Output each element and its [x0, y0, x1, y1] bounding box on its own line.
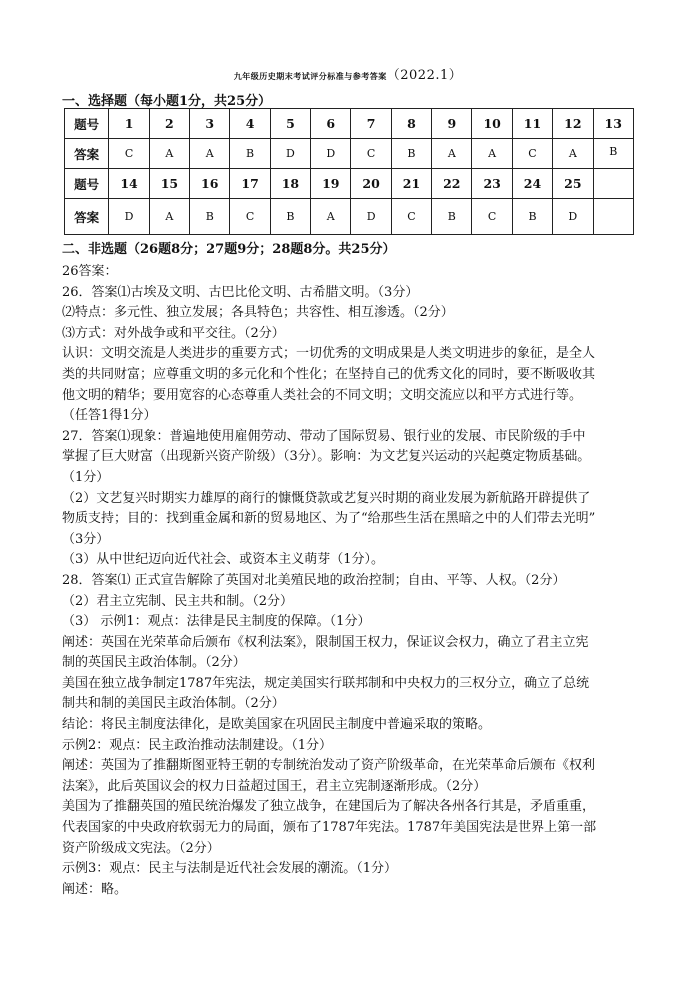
answer-cell: A [553, 139, 593, 169]
text-line: 26答案： [62, 264, 118, 279]
question-number: 15 [149, 169, 189, 199]
section-1-heading: 一、选择题（每小题1分，共25分） [62, 94, 272, 109]
question-number: 2 [149, 109, 189, 139]
question-number: 23 [472, 169, 512, 199]
text-line: （2）文艺复兴时期实力雄厚的商行的慷慨贷款或艺复兴时期的商业发展为新航路开辟提供了 [62, 490, 591, 506]
question-number: 6 [311, 109, 351, 139]
text-line: ⑶方式：对外战争或和平交往。（2分） [62, 325, 285, 341]
text-line: （2）君主立宪制、民主共和制。（2分） [62, 593, 294, 609]
table-row-answers-1 [65, 139, 634, 169]
answer-cell: C [230, 199, 270, 235]
table-row-answers-2 [65, 199, 634, 235]
text-line: （3分） [62, 531, 110, 547]
answer-cell: A [432, 139, 472, 169]
question-number: 11 [512, 109, 552, 139]
answer-cell: B [512, 199, 552, 235]
answer-cell: B [391, 139, 431, 169]
text-line: （3）从中世纪迈向近代社会、或资本主义萌芽（1分）。 [62, 552, 385, 568]
question-number: 10 [472, 109, 512, 139]
question-number: 3 [190, 109, 230, 139]
answer-body [62, 262, 636, 900]
answer-cell: C [351, 139, 391, 169]
title-date: （2022.1） [386, 68, 463, 83]
text-line: 资产阶级成文宪法。（2分） [62, 840, 220, 856]
answer-cell: C [109, 139, 149, 169]
question-number: 8 [391, 109, 431, 139]
question-number: 9 [432, 109, 472, 139]
text-line: 代表国家的中央政府软弱无力的局面，颁布了1787年宪法。1787年美国宪法是世界上第一部 [62, 820, 597, 836]
text-line: 制的英国民主政治体制。（2分） [62, 655, 246, 671]
section-2-heading: 二、非选题（26题8分；27题9分；28题8分。共25分） [62, 242, 396, 257]
answer-cell: C [472, 199, 512, 235]
document-title [0, 64, 696, 83]
text-line: 示例2：观点：民主政治推动法制建设。（1分） [62, 737, 333, 753]
text-line: （1分） [62, 469, 110, 485]
answer-cell: D [553, 199, 593, 235]
question-number: 19 [311, 169, 351, 199]
answer-cell: A [311, 199, 351, 235]
answer-cell: B [230, 139, 270, 169]
answer-cell: B [190, 199, 230, 235]
question-number [593, 169, 634, 199]
answer-cell: A [190, 139, 230, 169]
text-line: ⑵特点：多元性、独立发展；各具特色；共容性、相互渗透。（2分） [62, 305, 454, 321]
text-line: 掌握了巨大财富（出现新兴资产阶级）（3分）。影响：为文艺复兴运动的兴起奠定物质基础。 [62, 449, 591, 465]
answer-cell: B [432, 199, 472, 235]
answer-cell: A [149, 199, 189, 235]
answer-cell: D [351, 199, 391, 235]
answer-table [64, 108, 634, 235]
text-line: 28．答案⑴ 正式宣告解除了英国对北美殖民地的政治控制；自由、平等、人权。（2分） [62, 572, 566, 588]
question-number: 17 [230, 169, 270, 199]
text-line: 认识：文明交流是人类进步的重要方式；一切优秀的文明成果是人类文明进步的象征，是全人 [62, 346, 596, 362]
answer-cell: C [391, 199, 431, 235]
text-line: 美国为了推翻英国的殖民统治爆发了独立战争，在建国后为了解决各州各行其是，矛盾重重， [62, 799, 596, 815]
text-line: 物质支持；目的：找到重金属和新的贸易地区、为了“给那些生活在黑暗之中的人们带去光明” [62, 511, 596, 527]
question-number: 13 [593, 109, 634, 139]
question-number: 22 [432, 169, 472, 199]
answer-cell: C [512, 139, 552, 169]
answer-cell: B [593, 139, 634, 169]
title-text: 九年级历史期末考试评分标准与参考答案 [233, 71, 387, 81]
question-number: 4 [230, 109, 270, 139]
text-line: 制共和制的美国民主政治体制。（2分） [62, 696, 285, 712]
text-line: 阐述：略。 [62, 881, 128, 897]
text-line: 类的共同财富；应尊重文明的多元化和个性化；在坚持自己的优秀文化的同时，要不断吸收其 [62, 366, 596, 382]
text-line: 美国在独立战争制定1787年宪法，规定美国实行联邦制和中央权力的三权分立，确立了总统 [62, 675, 590, 691]
question-number: 24 [512, 169, 552, 199]
question-number: 5 [270, 109, 310, 139]
text-line: （任答1得1分） [62, 408, 157, 424]
question-number: 16 [190, 169, 230, 199]
row-label-answer: 答案 [65, 199, 109, 235]
answer-cell: A [472, 139, 512, 169]
text-line: 阐述：英国在光荣革命后颁布《权利法案》，限制国王权力，保证议会权力，确立了君主立宪 [62, 634, 589, 650]
question-number: 20 [351, 169, 391, 199]
text-line: 法案》，此后英国议会的权力日益超过国王，君主立宪制逐渐形成。（2分） [62, 778, 487, 794]
answer-cell: D [109, 199, 149, 235]
text-line: 他文明的精华；要用宽容的心态尊重人类社会的不同文明；文明交流应以和平方式进行等。 [62, 387, 583, 403]
question-number: 18 [270, 169, 310, 199]
question-number: 25 [553, 169, 593, 199]
answer-cell: A [149, 139, 189, 169]
text-line: （3） 示例1：观点：法律是民主制度的保障。（1分） [62, 614, 371, 630]
question-number: 12 [553, 109, 593, 139]
text-line: 阐述：英国为了推翻斯图亚特王朝的专制统治发动了资产阶级革命，在光荣革命后颁布《权利 [62, 758, 596, 774]
row-label-question-no: 题号 [65, 169, 109, 199]
table-row-numbers-1 [65, 109, 634, 139]
row-label-answer: 答案 [65, 139, 109, 169]
answer-cell: D [311, 139, 351, 169]
answer-cell [593, 199, 634, 235]
question-number: 1 [109, 109, 149, 139]
question-number: 21 [391, 169, 431, 199]
table-row-numbers-2 [65, 169, 634, 199]
answer-cell: D [270, 139, 310, 169]
question-number: 7 [351, 109, 391, 139]
text-line: 27．答案⑴现象：普遍地使用雇佣劳动、带动了国际贸易、银行业的发展、市民阶级的手中 [62, 428, 586, 444]
row-label-question-no: 题号 [65, 109, 109, 139]
text-line: 26．答案⑴古埃及文明、古巴比伦文明、古希腊文明。（3分） [62, 284, 419, 300]
answer-cell: B [270, 199, 310, 235]
text-line: 示例3：观点：民主与法制是近代社会发展的潮流。（1分） [62, 861, 398, 877]
text-line: 结论：将民主制度法律化，是欧美国家在巩固民主制度中普遍采取的策略。 [62, 717, 492, 733]
question-number: 14 [109, 169, 149, 199]
